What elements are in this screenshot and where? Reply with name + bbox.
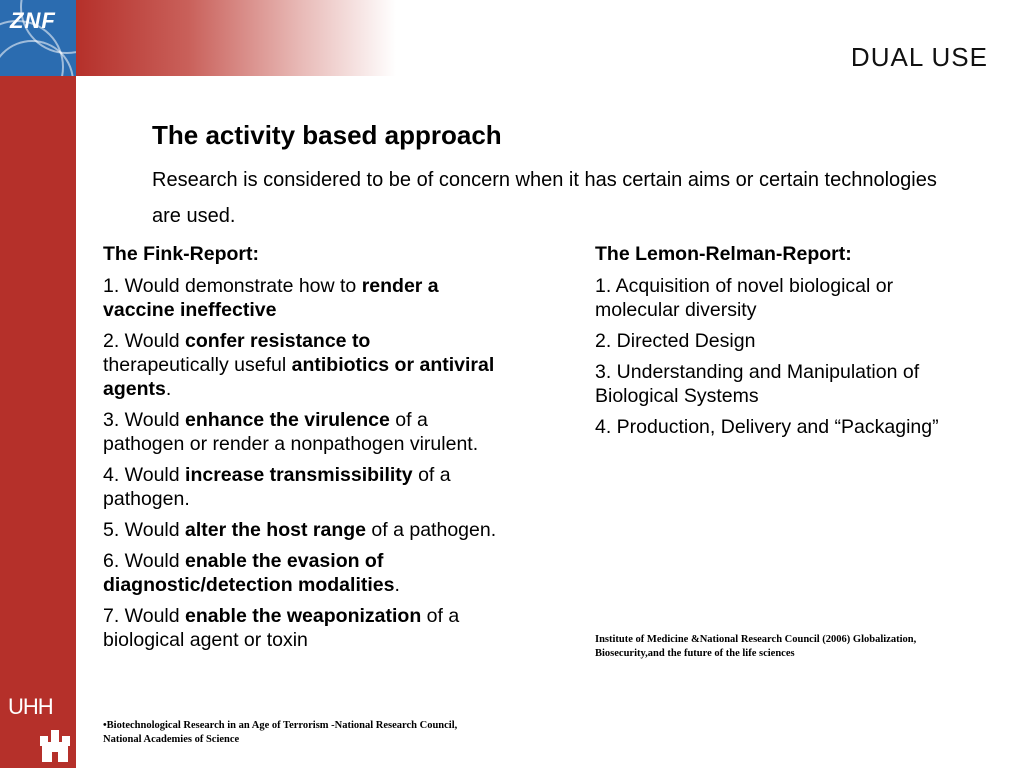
fink-item: 3. Would enhance the virulence of a pathogen or render a nonpathogen virulent. (103, 409, 479, 455)
lemon-footnote: Institute of Medicine &National Research Council (2006) Globalization, Biosecurity,and the future of the life sciences (595, 634, 917, 659)
fink-item: 6. Would enable the evasion of diagnostic/detection modalities. (103, 550, 400, 596)
fink-footnote: •Biotechnological Research in an Age of Terrorism -National Research Council, National Academies of Science (103, 720, 458, 745)
lemon-item: 2. Directed Design (595, 330, 756, 352)
fink-item: 2. Would confer resistance to therapeutically useful antibiotics or antiviral agents. (103, 330, 495, 400)
fink-item: 5. Would alter the host range of a pathogen. (103, 519, 497, 541)
uhh-logo-text: UHH (8, 694, 53, 719)
fink-report-heading: The Fink-Report: (103, 243, 259, 265)
lemon-item: 4. Production, Delivery and “Packaging” (595, 416, 939, 438)
fink-item: 4. Would increase transmissibility of a pathogen. (103, 464, 451, 510)
hamburg-castle-icon (40, 728, 70, 762)
slide-header-title: DUAL USE (850, 42, 988, 72)
lemon-item: 3. Understanding and Manipulation of Biological Systems (595, 361, 920, 407)
fink-item: 1. Would demonstrate how to render a vaccine ineffective (103, 275, 439, 321)
znf-logo (0, 0, 76, 76)
lemon-item: 1. Acquisition of novel biological or molecular diversity (595, 275, 894, 321)
lemon-report-heading: The Lemon-Relman-Report: (595, 243, 852, 265)
lemon-relman-report-column (595, 242, 975, 446)
top-gradient-band (76, 0, 396, 76)
fink-report-column (103, 242, 498, 659)
znf-logo-text: ZNF (10, 8, 56, 33)
slide-heading: The activity based approach (152, 120, 502, 150)
fink-item: 7. Would enable the weaponization of a biological agent or toxin (103, 605, 460, 651)
left-brand-bar (0, 0, 76, 768)
slide-subtitle: Research is considered to be of concern when it has certain aims or certain technologies are used. (152, 169, 937, 227)
